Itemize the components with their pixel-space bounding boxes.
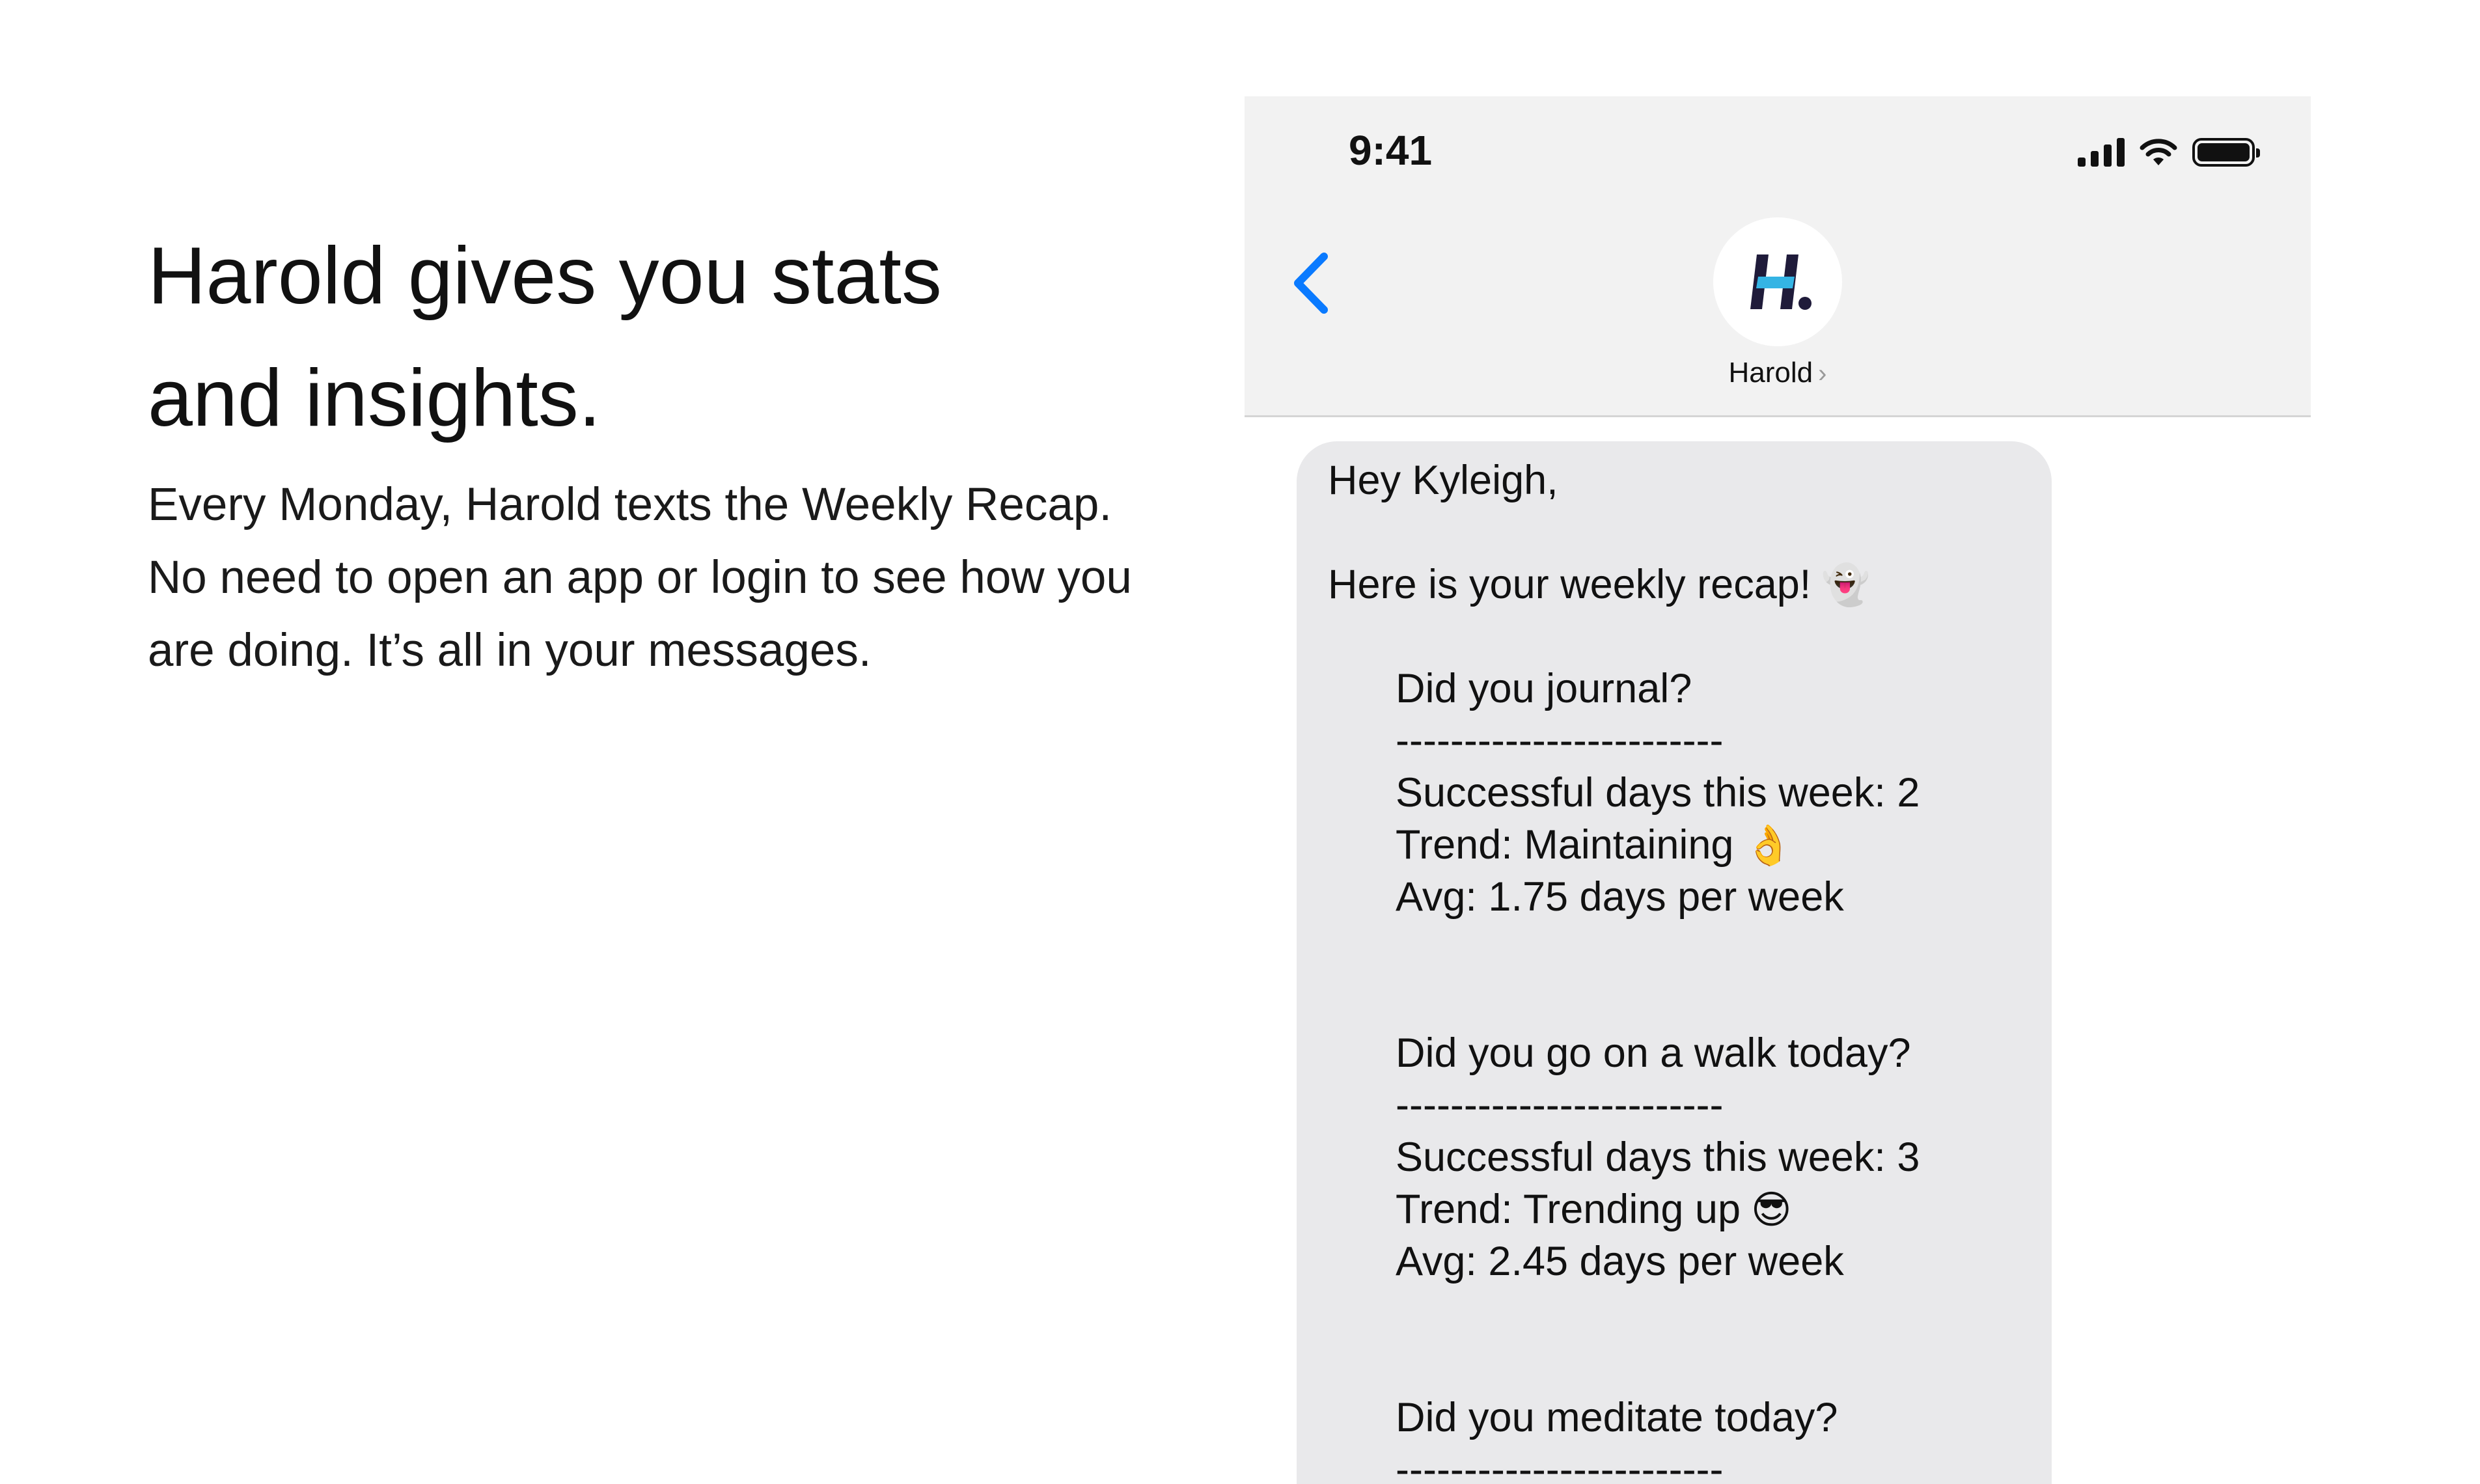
- recap-average: Avg: 2.45 days per week: [1396, 1239, 1844, 1284]
- wifi-icon: [2139, 137, 2178, 167]
- recap-trend: Trend: Maintaining: [1396, 822, 1734, 868]
- cellular-signal-icon: [2078, 138, 2125, 167]
- status-icons: [2078, 137, 2255, 167]
- message-intro-line: [1328, 558, 2020, 611]
- body-copy-line: Every Monday, Harold texts the Weekly Recap.: [148, 479, 1112, 530]
- recap-divider: ------------------------: [1396, 1447, 1724, 1484]
- recap-trend-line: [1328, 819, 2020, 871]
- recap-question: Did you journal?: [1396, 666, 1692, 711]
- status-time: 9:41: [1349, 127, 1433, 174]
- harold-logo-icon: [1739, 243, 1817, 321]
- body-copy: [148, 469, 1189, 687]
- recap-average: Avg: 1.75 days per week: [1396, 874, 1844, 920]
- body-copy-line: No need to open an app or login to see how you: [148, 552, 1132, 603]
- recap-divider: ------------------------: [1396, 718, 1724, 763]
- message-bubble[interactable]: [1297, 441, 2052, 1484]
- back-button[interactable]: [1282, 247, 1341, 319]
- avatar[interactable]: [1713, 217, 1842, 346]
- body-copy-line: are doing. It’s all in your messages.: [148, 625, 872, 676]
- recap-question: Did you meditate today?: [1396, 1395, 1838, 1440]
- contact-name: Harold: [1728, 357, 1813, 389]
- contact-name-button[interactable]: [1245, 357, 2311, 389]
- recap-divider: ------------------------: [1396, 1082, 1724, 1128]
- headline-line: Harold gives you stats: [148, 231, 942, 321]
- recap-successful-days: Successful days this week: 2: [1396, 770, 1920, 816]
- chevron-right-icon: ›: [1818, 359, 1827, 388]
- phone-screen: [1245, 96, 2311, 1484]
- sunglasses-emoji-icon: 😎: [1751, 1188, 1792, 1231]
- battery-icon: [2192, 138, 2255, 167]
- recap-question: Did you go on a walk today?: [1396, 1030, 1911, 1076]
- conversation-header: [1245, 96, 2311, 417]
- message-intro: Here is your weekly recap!: [1328, 562, 1812, 607]
- message-greeting: Hey Kyleigh,: [1328, 458, 1558, 503]
- chevron-left-icon: [1282, 247, 1341, 319]
- ok-hand-emoji-icon: 👌: [1744, 823, 1793, 867]
- recap-successful-days: Successful days this week: 3: [1396, 1134, 1920, 1180]
- headline: [148, 215, 1189, 460]
- recap-trend-line: [1328, 1183, 2020, 1235]
- marketing-copy: [148, 215, 1189, 687]
- headline-line: and insights.: [148, 353, 601, 443]
- recap-trend: Trend: Trending up: [1396, 1187, 1741, 1232]
- ghost-emoji-icon: 👻: [1821, 563, 1870, 607]
